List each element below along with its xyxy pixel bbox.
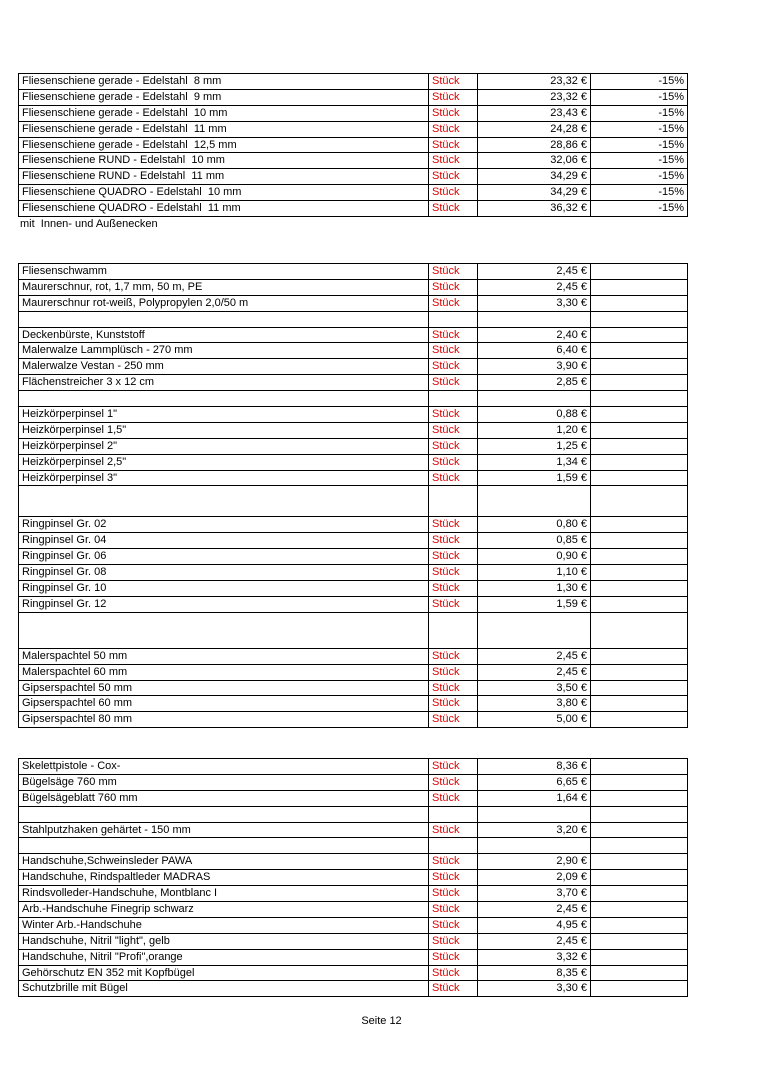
werkzeug-schutz-block	[18, 758, 688, 997]
unit-cell	[429, 391, 478, 407]
unit-cell: Stück	[429, 279, 478, 295]
unit-cell: Stück	[429, 137, 478, 153]
item-name-cell: Fliesenschiene RUND - Edelstahl 11 mm	[19, 169, 429, 185]
discount-cell: -15%	[591, 121, 688, 137]
price-cell: 6,65 €	[478, 774, 591, 790]
price-cell: 2,45 €	[478, 648, 591, 664]
discount-cell	[591, 295, 688, 311]
item-name-cell: Maurerschnur, rot, 1,7 mm, 50 m, PE	[19, 279, 429, 295]
item-name-cell: Deckenbürste, Kunststoff	[19, 327, 429, 343]
discount-cell	[591, 664, 688, 680]
discount-cell	[591, 806, 688, 822]
price-cell	[478, 612, 591, 648]
item-name-cell: Fliesenschwamm	[19, 264, 429, 280]
item-name-cell: Heizkörperpinsel 2"	[19, 438, 429, 454]
unit-cell: Stück	[429, 870, 478, 886]
price-cell: 2,45 €	[478, 664, 591, 680]
item-name-cell: Heizkörperpinsel 3"	[19, 470, 429, 486]
discount-cell	[591, 407, 688, 423]
item-name-cell: Ringpinsel Gr. 02	[19, 517, 429, 533]
item-name-cell: Handschuhe, Nitril "light", gelb	[19, 933, 429, 949]
table-row	[19, 981, 688, 997]
discount-cell	[591, 359, 688, 375]
item-name-cell: Heizkörperpinsel 2,5"	[19, 454, 429, 470]
discount-cell	[591, 343, 688, 359]
discount-cell	[591, 790, 688, 806]
item-name-cell: Maurerschnur rot-weiß, Polypropylen 2,0/50 m	[19, 295, 429, 311]
price-cell: 1,59 €	[478, 596, 591, 612]
item-name-cell: Handschuhe,Schweinsleder PAWA	[19, 854, 429, 870]
price-cell	[478, 486, 591, 517]
price-cell: 34,29 €	[478, 185, 591, 201]
price-cell: 23,32 €	[478, 89, 591, 105]
discount-cell	[591, 902, 688, 918]
item-name-cell: Malerwalze Vestan - 250 mm	[19, 359, 429, 375]
item-name-cell: Malerspachtel 60 mm	[19, 664, 429, 680]
discount-cell	[591, 264, 688, 280]
table-row	[19, 279, 688, 295]
item-name-cell: Fliesenschiene QUADRO - Edelstahl 10 mm	[19, 185, 429, 201]
table-row	[19, 774, 688, 790]
unit-cell: Stück	[429, 153, 478, 169]
price-cell: 1,30 €	[478, 581, 591, 597]
table-row	[19, 264, 688, 280]
unit-cell: Stück	[429, 121, 478, 137]
item-name-cell: Flächenstreicher 3 x 12 cm	[19, 375, 429, 391]
discount-cell: -15%	[591, 201, 688, 217]
price-cell: 2,85 €	[478, 375, 591, 391]
table-row	[19, 201, 688, 217]
unit-cell: Stück	[429, 470, 478, 486]
item-name-cell: Bügelsäge 760 mm	[19, 774, 429, 790]
item-name-cell: Fliesenschiene QUADRO - Edelstahl 11 mm	[19, 201, 429, 217]
price-cell: 3,30 €	[478, 981, 591, 997]
item-name-cell: Stahlputzhaken gehärtet - 150 mm	[19, 822, 429, 838]
item-name-cell: Handschuhe, Nitril "Profi",orange	[19, 949, 429, 965]
item-name-cell: Skelettpistole - Cox-	[19, 759, 429, 775]
table-row	[19, 870, 688, 886]
item-name-cell: Gipserspachtel 60 mm	[19, 696, 429, 712]
discount-cell	[591, 838, 688, 854]
unit-cell: Stück	[429, 375, 478, 391]
unit-cell: Stück	[429, 774, 478, 790]
table-row	[19, 596, 688, 612]
price-cell: 1,20 €	[478, 422, 591, 438]
discount-cell	[591, 870, 688, 886]
unit-cell: Stück	[429, 902, 478, 918]
unit-cell: Stück	[429, 407, 478, 423]
item-name-cell	[19, 806, 429, 822]
item-name-cell: Fliesenschiene gerade - Edelstahl 11 mm	[19, 121, 429, 137]
price-cell: 1,64 €	[478, 790, 591, 806]
item-name-cell: Handschuhe, Rindspaltleder MADRAS	[19, 870, 429, 886]
item-name-cell: Winter Arb.-Handschuhe	[19, 917, 429, 933]
unit-cell: Stück	[429, 422, 478, 438]
price-cell: 4,95 €	[478, 917, 591, 933]
price-cell: 36,32 €	[478, 201, 591, 217]
item-name-cell: Malerwalze Lammplüsch - 270 mm	[19, 343, 429, 359]
item-name-cell: Fliesenschiene gerade - Edelstahl 9 mm	[19, 89, 429, 105]
table-row	[19, 422, 688, 438]
fliesenschiene-block	[18, 73, 688, 217]
table-row	[19, 74, 688, 90]
item-name-cell: Malerspachtel 50 mm	[19, 648, 429, 664]
unit-cell: Stück	[429, 264, 478, 280]
price-cell: 1,10 €	[478, 565, 591, 581]
table-row	[19, 917, 688, 933]
price-cell: 0,85 €	[478, 533, 591, 549]
unit-cell: Stück	[429, 581, 478, 597]
table-row	[19, 375, 688, 391]
item-name-cell: Ringpinsel Gr. 10	[19, 581, 429, 597]
item-name-cell: Bügelsägeblatt 760 mm	[19, 790, 429, 806]
unit-cell: Stück	[429, 680, 478, 696]
item-name-cell: Heizkörperpinsel 1,5"	[19, 422, 429, 438]
table-row	[19, 454, 688, 470]
price-cell: 8,36 €	[478, 759, 591, 775]
discount-cell: -15%	[591, 185, 688, 201]
table-row	[19, 327, 688, 343]
table-row	[19, 965, 688, 981]
unit-cell: Stück	[429, 790, 478, 806]
item-name-cell	[19, 612, 429, 648]
item-name-cell: Fliesenschiene RUND - Edelstahl 10 mm	[19, 153, 429, 169]
price-cell: 24,28 €	[478, 121, 591, 137]
unit-cell: Stück	[429, 517, 478, 533]
table-row	[19, 295, 688, 311]
discount-cell	[591, 680, 688, 696]
table-row	[19, 185, 688, 201]
item-name-cell: Fliesenschiene gerade - Edelstahl 10 mm	[19, 105, 429, 121]
discount-cell: -15%	[591, 74, 688, 90]
discount-cell	[591, 648, 688, 664]
item-name-cell	[19, 838, 429, 854]
discount-cell: -15%	[591, 105, 688, 121]
discount-cell	[591, 917, 688, 933]
price-cell: 28,86 €	[478, 137, 591, 153]
discount-cell	[591, 612, 688, 648]
price-cell: 2,45 €	[478, 264, 591, 280]
table-row	[19, 949, 688, 965]
price-cell: 2,09 €	[478, 870, 591, 886]
price-cell: 0,88 €	[478, 407, 591, 423]
page-number: Seite 12	[361, 1015, 402, 1027]
empty-row	[19, 612, 688, 648]
discount-cell	[591, 759, 688, 775]
empty-row	[19, 486, 688, 517]
price-cell: 3,50 €	[478, 680, 591, 696]
table-row	[19, 680, 688, 696]
price-cell: 3,32 €	[478, 949, 591, 965]
unit-cell: Stück	[429, 343, 478, 359]
item-name-cell: Ringpinsel Gr. 08	[19, 565, 429, 581]
table-row	[19, 105, 688, 121]
discount-cell	[591, 933, 688, 949]
unit-cell	[429, 486, 478, 517]
table-row	[19, 886, 688, 902]
item-name-cell	[19, 486, 429, 517]
discount-cell	[591, 596, 688, 612]
unit-cell: Stück	[429, 201, 478, 217]
item-name-cell: Heizkörperpinsel 1"	[19, 407, 429, 423]
discount-cell	[591, 965, 688, 981]
discount-cell: -15%	[591, 137, 688, 153]
discount-cell: -15%	[591, 153, 688, 169]
discount-cell	[591, 565, 688, 581]
price-cell: 3,80 €	[478, 696, 591, 712]
table-row	[19, 343, 688, 359]
item-name-cell: Fliesenschiene gerade - Edelstahl 8 mm	[19, 74, 429, 90]
unit-cell: Stück	[429, 105, 478, 121]
price-cell: 3,90 €	[478, 359, 591, 375]
empty-row	[19, 806, 688, 822]
discount-cell	[591, 438, 688, 454]
unit-cell: Stück	[429, 759, 478, 775]
empty-row	[19, 391, 688, 407]
unit-cell: Stück	[429, 949, 478, 965]
unit-cell: Stück	[429, 295, 478, 311]
unit-cell	[429, 806, 478, 822]
discount-cell	[591, 581, 688, 597]
price-cell: 2,40 €	[478, 327, 591, 343]
table-row	[19, 790, 688, 806]
price-cell: 3,30 €	[478, 295, 591, 311]
price-cell	[478, 391, 591, 407]
unit-cell: Stück	[429, 438, 478, 454]
unit-cell	[429, 612, 478, 648]
price-cell: 0,80 €	[478, 517, 591, 533]
table-row	[19, 121, 688, 137]
unit-cell: Stück	[429, 648, 478, 664]
item-name-cell: Gipserspachtel 80 mm	[19, 712, 429, 728]
item-name-cell: Schutzbrille mit Bügel	[19, 981, 429, 997]
discount-cell	[591, 949, 688, 965]
table-row	[19, 517, 688, 533]
table-row	[19, 648, 688, 664]
unit-cell: Stück	[429, 854, 478, 870]
unit-cell: Stück	[429, 933, 478, 949]
discount-cell	[591, 486, 688, 517]
unit-cell: Stück	[429, 712, 478, 728]
discount-cell	[591, 822, 688, 838]
price-cell: 6,40 €	[478, 343, 591, 359]
price-cell	[478, 311, 591, 327]
discount-cell	[591, 311, 688, 327]
unit-cell: Stück	[429, 565, 478, 581]
unit-cell	[429, 838, 478, 854]
discount-cell	[591, 327, 688, 343]
price-cell: 23,43 €	[478, 105, 591, 121]
discount-cell	[591, 454, 688, 470]
table-row	[19, 549, 688, 565]
table-row	[19, 153, 688, 169]
table-row	[19, 854, 688, 870]
item-name-cell	[19, 391, 429, 407]
price-cell: 3,20 €	[478, 822, 591, 838]
unit-cell: Stück	[429, 327, 478, 343]
discount-cell	[591, 391, 688, 407]
item-name-cell: Ringpinsel Gr. 04	[19, 533, 429, 549]
price-cell: 2,45 €	[478, 902, 591, 918]
unit-cell	[429, 311, 478, 327]
price-cell: 1,25 €	[478, 438, 591, 454]
maler-werkzeug-block	[18, 263, 688, 728]
empty-row	[19, 311, 688, 327]
price-cell: 8,35 €	[478, 965, 591, 981]
item-name-cell	[19, 311, 429, 327]
price-cell: 2,90 €	[478, 854, 591, 870]
discount-cell	[591, 886, 688, 902]
unit-cell: Stück	[429, 533, 478, 549]
item-name-cell: Fliesenschiene gerade - Edelstahl 12,5 mm	[19, 137, 429, 153]
price-cell	[478, 838, 591, 854]
price-cell: 2,45 €	[478, 279, 591, 295]
table-row	[19, 359, 688, 375]
unit-cell: Stück	[429, 454, 478, 470]
price-cell: 23,32 €	[478, 74, 591, 90]
discount-cell	[591, 533, 688, 549]
unit-cell: Stück	[429, 822, 478, 838]
unit-cell: Stück	[429, 917, 478, 933]
discount-cell: -15%	[591, 89, 688, 105]
price-cell: 0,90 €	[478, 549, 591, 565]
price-cell: 34,29 €	[478, 169, 591, 185]
discount-cell	[591, 375, 688, 391]
discount-cell	[591, 279, 688, 295]
price-cell: 1,34 €	[478, 454, 591, 470]
unit-cell: Stück	[429, 89, 478, 105]
table-row	[19, 902, 688, 918]
unit-cell: Stück	[429, 169, 478, 185]
item-name-cell: Ringpinsel Gr. 12	[19, 596, 429, 612]
table-footnote: mit Innen- und Außenecken	[20, 218, 158, 230]
table-row	[19, 438, 688, 454]
table-row	[19, 664, 688, 680]
unit-cell: Stück	[429, 596, 478, 612]
item-name-cell: Rindsvolleder-Handschuhe, Montblanc I	[19, 886, 429, 902]
price-cell: 1,59 €	[478, 470, 591, 486]
discount-cell	[591, 422, 688, 438]
table-row	[19, 759, 688, 775]
price-cell: 3,70 €	[478, 886, 591, 902]
table-row	[19, 533, 688, 549]
table-row	[19, 89, 688, 105]
table-row	[19, 137, 688, 153]
table-row	[19, 696, 688, 712]
discount-cell	[591, 854, 688, 870]
table-row	[19, 407, 688, 423]
item-name-cell: Gipserspachtel 50 mm	[19, 680, 429, 696]
table-row	[19, 822, 688, 838]
item-name-cell: Arb.-Handschuhe Finegrip schwarz	[19, 902, 429, 918]
unit-cell: Stück	[429, 696, 478, 712]
discount-cell	[591, 517, 688, 533]
unit-cell: Stück	[429, 664, 478, 680]
discount-cell	[591, 696, 688, 712]
unit-cell: Stück	[429, 359, 478, 375]
unit-cell: Stück	[429, 185, 478, 201]
unit-cell: Stück	[429, 549, 478, 565]
discount-cell	[591, 470, 688, 486]
table-row	[19, 933, 688, 949]
item-name-cell: Gehörschutz EN 352 mit Kopfbügel	[19, 965, 429, 981]
discount-cell	[591, 774, 688, 790]
empty-row	[19, 838, 688, 854]
discount-cell: -15%	[591, 169, 688, 185]
table-row	[19, 712, 688, 728]
table-row	[19, 565, 688, 581]
price-cell: 5,00 €	[478, 712, 591, 728]
table-row	[19, 169, 688, 185]
item-name-cell: Ringpinsel Gr. 06	[19, 549, 429, 565]
unit-cell: Stück	[429, 886, 478, 902]
unit-cell: Stück	[429, 74, 478, 90]
discount-cell	[591, 981, 688, 997]
price-cell: 2,45 €	[478, 933, 591, 949]
unit-cell: Stück	[429, 981, 478, 997]
unit-cell: Stück	[429, 965, 478, 981]
price-cell: 32,06 €	[478, 153, 591, 169]
table-row	[19, 470, 688, 486]
table-row	[19, 581, 688, 597]
price-cell	[478, 806, 591, 822]
discount-cell	[591, 549, 688, 565]
discount-cell	[591, 712, 688, 728]
